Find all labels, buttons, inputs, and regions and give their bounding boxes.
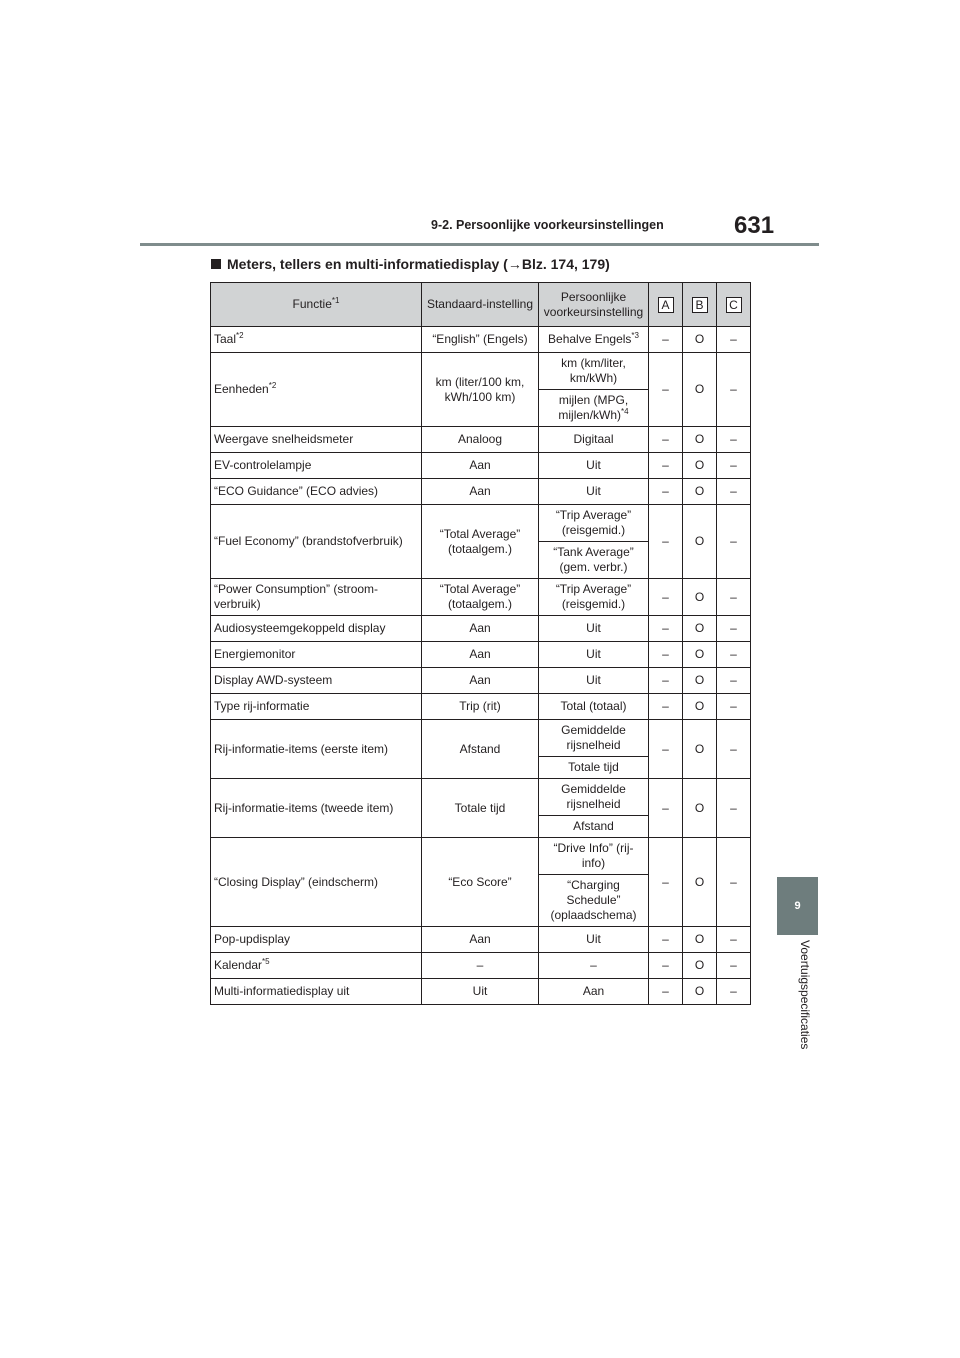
cell-a: – — [649, 579, 683, 616]
cell-a: – — [649, 453, 683, 479]
cell-default: “Total Average” (totaalgem.) — [422, 579, 539, 616]
cell-c: – — [717, 479, 751, 505]
table-row — [211, 694, 751, 720]
cell-function: EV-controlelampje — [211, 453, 422, 479]
cell-b: O — [683, 642, 717, 668]
cell-custom: Uit — [539, 668, 649, 694]
cell-function: Pop-updisplay — [211, 927, 422, 953]
cell-a: – — [649, 353, 683, 427]
cell-default: Aan — [422, 616, 539, 642]
cell-custom: “Trip Average” (reisgemid.) — [539, 579, 649, 616]
table-row — [211, 927, 751, 953]
table-row — [211, 479, 751, 505]
cell-custom: Gemiddelde rijsnelheid — [539, 720, 649, 757]
cell-c: – — [717, 505, 751, 579]
cell-custom: Uit — [539, 616, 649, 642]
cell-function: Weergave snelheidsmeter — [211, 427, 422, 453]
cell-c: – — [717, 616, 751, 642]
cell-b: O — [683, 953, 717, 979]
cell-default: Aan — [422, 668, 539, 694]
cell-a: – — [649, 479, 683, 505]
cell-custom: “Trip Average” (reisgemid.) — [539, 505, 649, 542]
chapter-title: Voertuigspecificaties — [798, 940, 812, 1050]
cell-custom: Totale tijd — [539, 757, 649, 779]
cell-function: “Fuel Economy” (brandstofverbruik) — [211, 505, 422, 579]
cell-default: Afstand — [422, 720, 539, 779]
cell-b: O — [683, 579, 717, 616]
cell-c: – — [717, 838, 751, 927]
cell-a: – — [649, 642, 683, 668]
section-title — [211, 256, 610, 272]
cell-function: Eenheden$^{*2}$ — [211, 353, 422, 427]
cell-a: – — [649, 427, 683, 453]
running-header: 9-2. Persoonlijke voorkeursinstellingen — [431, 218, 664, 232]
cell-custom: Uit — [539, 453, 649, 479]
cell-b: O — [683, 838, 717, 927]
cell-function: Rij-informatie-items (tweede item) — [211, 779, 422, 838]
cell-function: Multi-informatiedisplay uit — [211, 979, 422, 1005]
cell-custom: Afstand — [539, 816, 649, 838]
cell-b: O — [683, 694, 717, 720]
cell-default: – — [422, 953, 539, 979]
cell-function: “Closing Display” (eindscherm) — [211, 838, 422, 927]
cell-function: Kalendar$^{*5}$ — [211, 953, 422, 979]
table-row — [211, 979, 751, 1005]
cell-default: “Eco Score” — [422, 838, 539, 927]
cell-b: O — [683, 779, 717, 838]
cell-c: – — [717, 579, 751, 616]
cell-default: km (liter/100 km, kWh/100 km) — [422, 353, 539, 427]
table-header-row — [211, 283, 751, 327]
cell-c: – — [717, 953, 751, 979]
cell-custom: Uit — [539, 927, 649, 953]
table-row — [211, 838, 751, 875]
cell-default: Aan — [422, 479, 539, 505]
cell-a: – — [649, 505, 683, 579]
cell-custom: km (km/liter, km/kWh) — [539, 353, 649, 390]
table-row — [211, 642, 751, 668]
cell-function: Energiemonitor — [211, 642, 422, 668]
cell-function: Type rij-informatie — [211, 694, 422, 720]
cell-c: – — [717, 453, 751, 479]
cell-b: O — [683, 668, 717, 694]
cell-default: Analoog — [422, 427, 539, 453]
cell-a: – — [649, 694, 683, 720]
cell-a: – — [649, 720, 683, 779]
table-row — [211, 505, 751, 542]
page-number: 631 — [734, 212, 775, 239]
chapter-tab — [777, 877, 818, 935]
header-default: Standaard-instelling — [422, 283, 539, 327]
cell-b: O — [683, 427, 717, 453]
cell-c: – — [717, 927, 751, 953]
chapter-number: 9 — [794, 900, 801, 912]
header-rule — [140, 243, 819, 246]
cell-c: – — [717, 694, 751, 720]
cell-function: Rij-informatie-items (eerste item) — [211, 720, 422, 779]
square-bullet-icon — [211, 259, 221, 269]
cell-c: – — [717, 668, 751, 694]
header-b: B — [683, 283, 717, 327]
cell-a: – — [649, 979, 683, 1005]
section-title-text: Meters, tellers en multi-informatiedisplay (→Blz. 174, 179) — [227, 256, 610, 272]
table-row — [211, 353, 751, 390]
cell-a: – — [649, 616, 683, 642]
cell-function: Display AWD-systeem — [211, 668, 422, 694]
cell-custom: “Charging Schedule” (oplaadschema) — [539, 875, 649, 927]
cell-b: O — [683, 616, 717, 642]
cell-default: Aan — [422, 453, 539, 479]
cell-function: “ECO Guidance” (ECO advies) — [211, 479, 422, 505]
cell-c: – — [717, 979, 751, 1005]
cell-b: O — [683, 479, 717, 505]
cell-custom: “Tank Average” (gem. verbr.) — [539, 542, 649, 579]
cell-default: Uit — [422, 979, 539, 1005]
cell-custom: mijlen (MPG, mijlen/kWh)$^{*4}$ — [539, 390, 649, 427]
table-row — [211, 953, 751, 979]
cell-a: – — [649, 668, 683, 694]
cell-custom: “Drive Info” (rij-info) — [539, 838, 649, 875]
header-custom: Persoonlijke voorkeursinstelling — [539, 283, 649, 327]
table-row — [211, 720, 751, 757]
header-a: A — [649, 283, 683, 327]
cell-b: O — [683, 979, 717, 1005]
cell-b: O — [683, 505, 717, 579]
table-body — [211, 327, 751, 1005]
cell-function: “Power Consumption” (stroom-verbruik) — [211, 579, 422, 616]
cell-custom: Aan — [539, 979, 649, 1005]
header-c: C — [717, 283, 751, 327]
table-row — [211, 427, 751, 453]
table-row — [211, 453, 751, 479]
header-function: Functie$^{*1}$ — [211, 283, 422, 327]
cell-default: Aan — [422, 927, 539, 953]
cell-c: – — [717, 427, 751, 453]
table-row — [211, 616, 751, 642]
cell-b: O — [683, 327, 717, 353]
cell-custom: Uit — [539, 642, 649, 668]
table-row — [211, 668, 751, 694]
cell-custom: Total (totaal) — [539, 694, 649, 720]
cell-c: – — [717, 642, 751, 668]
table-row — [211, 327, 751, 353]
cell-a: – — [649, 779, 683, 838]
cell-default: “Total Average” (totaalgem.) — [422, 505, 539, 579]
cell-custom: Behalve Engels$^{*3}$ — [539, 327, 649, 353]
cell-function: Audiosysteemgekoppeld display — [211, 616, 422, 642]
cell-c: – — [717, 327, 751, 353]
cell-a: – — [649, 927, 683, 953]
settings-table — [210, 282, 751, 1005]
cell-default: Totale tijd — [422, 779, 539, 838]
table-row — [211, 579, 751, 616]
cell-custom: Uit — [539, 479, 649, 505]
cell-default: Trip (rit) — [422, 694, 539, 720]
cell-a: – — [649, 838, 683, 927]
cell-custom: Gemiddelde rijsnelheid — [539, 779, 649, 816]
cell-b: O — [683, 927, 717, 953]
cell-b: O — [683, 453, 717, 479]
cell-a: – — [649, 327, 683, 353]
cell-b: O — [683, 353, 717, 427]
cell-c: – — [717, 353, 751, 427]
cell-a: – — [649, 953, 683, 979]
cell-b: O — [683, 720, 717, 779]
cell-custom: – — [539, 953, 649, 979]
cell-c: – — [717, 779, 751, 838]
cell-custom: Digitaal — [539, 427, 649, 453]
cell-default: “English” (Engels) — [422, 327, 539, 353]
cell-default: Aan — [422, 642, 539, 668]
cell-c: – — [717, 720, 751, 779]
table-row — [211, 779, 751, 816]
cell-function: Taal$^{*2}$ — [211, 327, 422, 353]
